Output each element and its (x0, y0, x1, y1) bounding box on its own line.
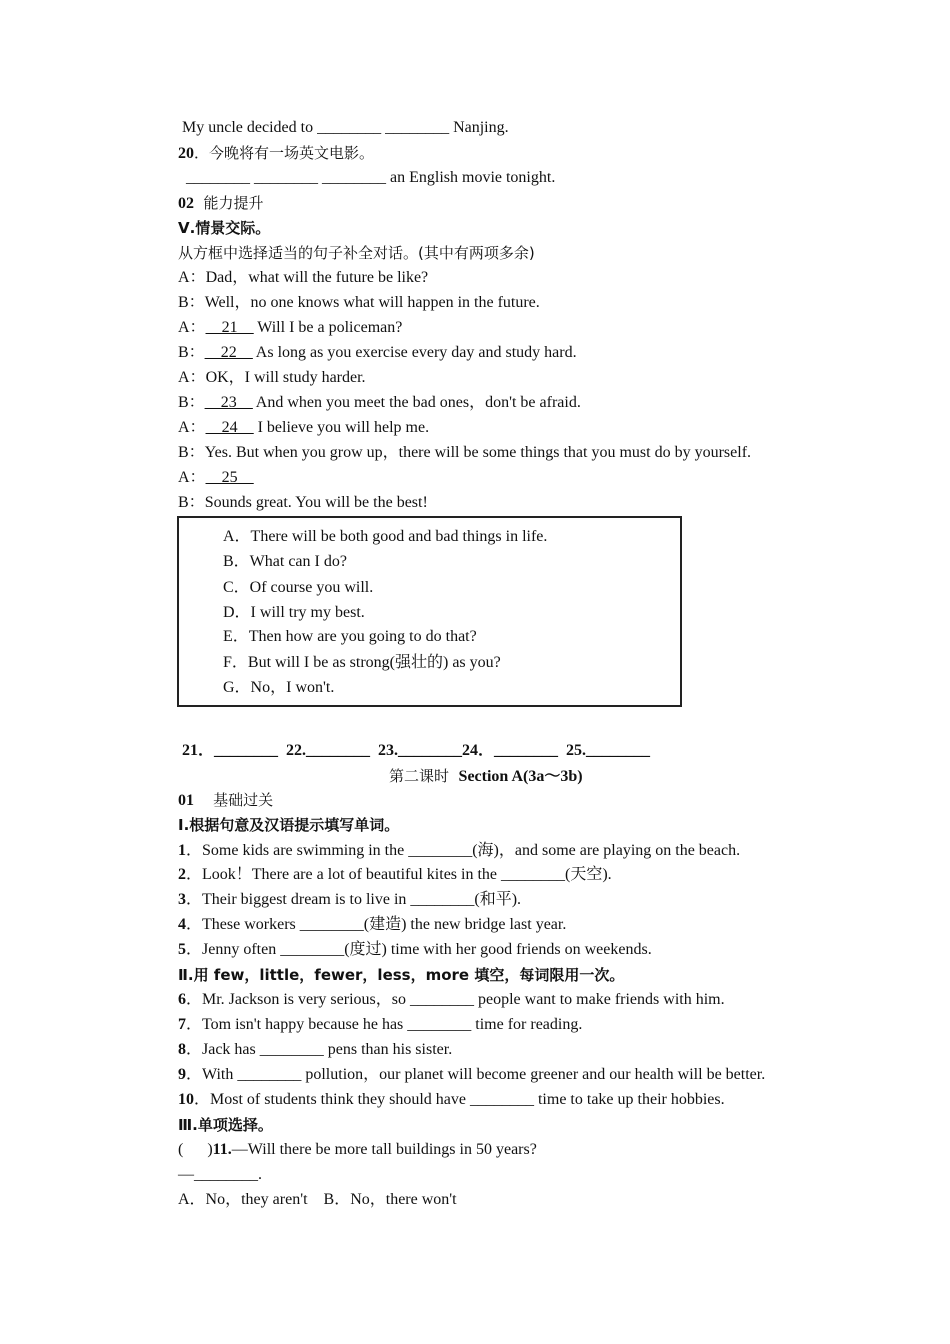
answer-paren: ( ) (178, 1141, 213, 1158)
lesson-title (389, 766, 583, 787)
option-d: D．I will try my best. (223, 604, 365, 621)
speaker: A： (178, 369, 206, 386)
question-item (178, 890, 521, 910)
option-g: G．No，I won't. (223, 679, 335, 696)
dialog-line (178, 468, 254, 488)
section-title: 基础过关 (194, 791, 274, 809)
dialog-line (178, 393, 581, 413)
speaker: B： (178, 394, 205, 411)
question-11-answer-blank: —________. (178, 1166, 262, 1183)
question-number: 1 (178, 842, 186, 859)
option-b: B．What can I do? (223, 553, 347, 570)
part-1-title: Ⅰ.根据句意及汉语提示填写单词。 (178, 816, 400, 834)
dialog-text: Sounds great. You will be the best! (204, 494, 428, 511)
question-number: 6 (178, 991, 186, 1008)
question-text: ．Jenny often ________(度过) time with her good friends on weekends. (186, 941, 652, 958)
lesson-title-en: Section A(3a～3b) (458, 768, 583, 785)
dialog-line (178, 343, 577, 363)
question-text: —Will there be more tall buildings in 50 years? (231, 1141, 537, 1158)
fill-sentence-20-english: ________ ________ ________ an English movie tonight. (186, 169, 556, 186)
question-item (178, 940, 652, 960)
option-c: C．Of course you will. (223, 579, 374, 596)
question-text: ．With ________ pollution，our planet will become greener and our health will be better. (186, 1066, 766, 1083)
part-2-title: Ⅱ.用 few，little，fewer，less，more 填空，每词限用一次。 (178, 966, 625, 984)
question-text: ．Their biggest dream is to live in ________(和平). (186, 891, 522, 908)
dialog-text: Dad，what will the future be like? (205, 269, 429, 286)
dialog-line (178, 418, 429, 438)
dialog-text: As long as you exercise every day and study hard. (252, 344, 577, 361)
dialog-text: Well，no one knows what will happen in the future. (204, 294, 540, 311)
speaker: A： (178, 419, 206, 436)
part-5-instruction: 从方框中选择适当的句子补全对话。(其中有两项多余) (178, 244, 535, 262)
question-text: ．Look！There are a lot of beautiful kites in the ________(天空). (186, 866, 612, 883)
section-title: 能力提升 (194, 194, 264, 212)
part-5-title: Ⅴ.情景交际。 (178, 219, 271, 237)
question-number: 11. (212, 1141, 232, 1158)
question-text: ．Tom isn't happy because he has ________ time for reading. (186, 1016, 583, 1033)
option-f: F．But will I be as strong(强壮的) as you? (223, 654, 501, 671)
question-number: 5 (178, 941, 186, 958)
question-item (178, 1090, 725, 1110)
speaker: A： (178, 319, 206, 336)
question-number: 7 (178, 1016, 186, 1033)
speaker: A： (178, 269, 206, 286)
option-a: A．There will be both good and bad things in life. (223, 528, 548, 545)
speaker: B： (178, 344, 205, 361)
question-number: 20 (178, 145, 194, 162)
lesson-title-cn: 第二课时 (389, 767, 459, 785)
question-number: 8 (178, 1041, 186, 1058)
question-text: ．These workers ________(建造) the new bridge last year. (186, 916, 567, 933)
dialog-text: Yes. But when you grow up，there will be some things that you must do by yourself. (204, 444, 752, 461)
question-item (178, 1015, 582, 1035)
question-number: 3 (178, 891, 186, 908)
section-heading-01 (178, 790, 273, 811)
question-number: 9 (178, 1066, 186, 1083)
dialog-text: And when you meet the bad ones，don't be afraid. (252, 394, 581, 411)
question-text: ．Jack has ________ pens than his sister. (186, 1041, 453, 1058)
fill-sentence-19-english: My uncle decided to ________ ________ Nanjing. (178, 119, 509, 136)
question-11 (178, 1140, 537, 1160)
speaker: B： (178, 444, 205, 461)
question-11-choices: A．No，they aren't B．No，there won't (178, 1191, 457, 1208)
section-number: 02 (178, 195, 194, 212)
dialog-line (178, 318, 402, 338)
question-text: ．Some kids are swimming in the ________(海)，and some are playing on the beach. (186, 842, 741, 859)
question-text: ．Mr. Jackson is very serious，so ________ people want to make friends with him. (186, 991, 725, 1008)
answer-blanks-line: 21．________ 22.________ 23.________24．________ 25.________ (178, 742, 651, 759)
question-item (178, 915, 566, 935)
dialog-text: Will I be a policeman? (253, 319, 403, 336)
question-number: 2 (178, 866, 186, 883)
dialog-text: OK，I will study harder. (205, 369, 366, 386)
speaker: B： (178, 294, 205, 311)
question-text: ．Most of students think they should have ________ time to take up their hobbies. (194, 1091, 725, 1108)
section-heading-02 (178, 193, 264, 214)
question-item (178, 990, 725, 1010)
dialog-text: I believe you will help me. (253, 419, 430, 436)
part-3-title: Ⅲ.单项选择。 (178, 1116, 273, 1134)
question-item (178, 841, 740, 861)
question-item (178, 1040, 452, 1060)
option-e: E．Then how are you going to do that? (223, 628, 477, 645)
blank-23: __23__ (204, 394, 253, 411)
dialog-line (178, 493, 428, 513)
blank-25: __25__ (205, 469, 254, 486)
blank-22: __22__ (204, 344, 253, 361)
speaker: B： (178, 494, 205, 511)
question-item (178, 1065, 765, 1085)
dialog-line (178, 293, 540, 313)
dialog-line (178, 443, 751, 463)
section-number: 01 (178, 792, 194, 809)
question-item (178, 865, 612, 885)
question-20 (178, 143, 374, 164)
question-text: ．今晚将有一场英文电影。 (194, 144, 375, 162)
blank-21: __21__ (205, 319, 254, 336)
speaker: A： (178, 469, 206, 486)
options-box (177, 516, 682, 707)
blank-24: __24__ (205, 419, 254, 436)
dialog-line (178, 368, 366, 388)
dialog-line (178, 268, 428, 288)
question-number: 4 (178, 916, 186, 933)
question-number: 10 (178, 1091, 194, 1108)
